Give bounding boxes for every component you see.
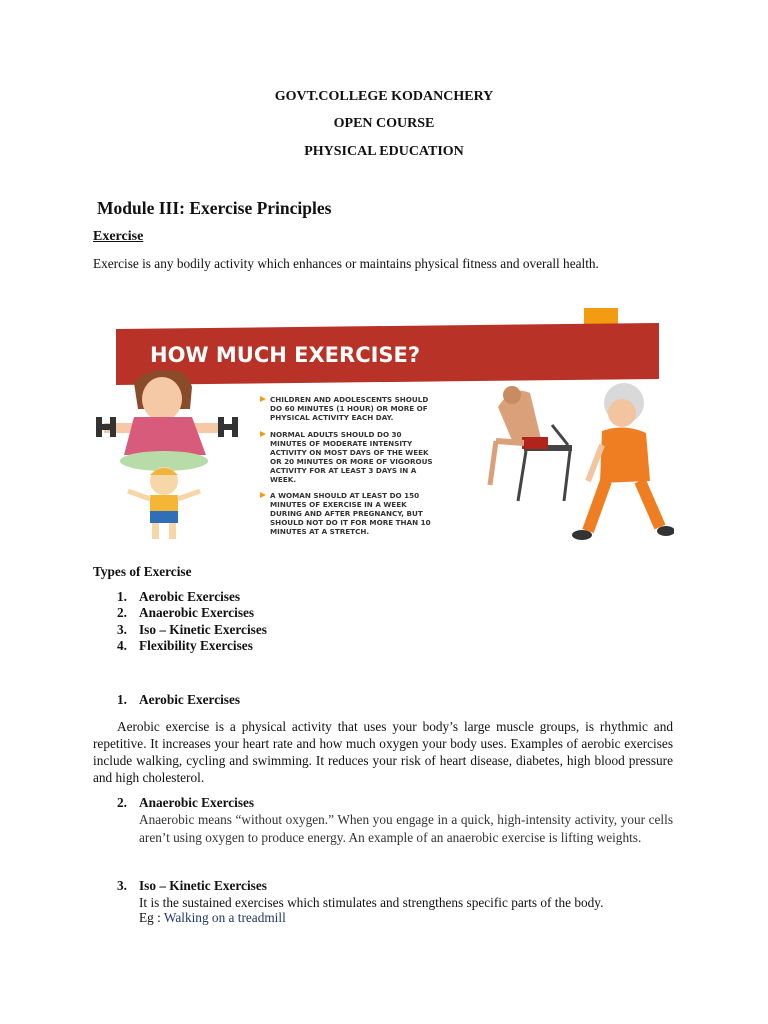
list-item: 3. Iso – Kinetic Exercises <box>117 621 267 637</box>
isokinetic-example: Eg : Walking on a treadmill <box>139 910 286 925</box>
point2-line6: WEEK. <box>270 475 297 484</box>
types-list <box>117 589 267 654</box>
point3-line2: MINUTES OF EXERCISE IN A WEEK <box>270 500 407 509</box>
treadmill-example: Walking on a treadmill <box>163 910 286 925</box>
college-name: GOVT.COLLEGE KODANCHERY <box>274 89 494 104</box>
subject-label: PHYSICAL EDUCATION <box>304 144 464 159</box>
point2-line1: NORMAL ADULTS SHOULD DO 30 <box>270 430 402 439</box>
point3-line4: SHOULD NOT DO IT FOR MORE THAN 10 <box>270 518 431 527</box>
isokinetic-heading: 3. Iso – Kinetic Exercises <box>117 878 267 893</box>
point2-line3: ACTIVITY ON MOST DAYS OF THE WEEK <box>270 448 429 457</box>
point2-line4: OR 20 MINUTES OR MORE OF VIGOROUS <box>270 457 433 466</box>
child-illustration <box>128 467 200 539</box>
types-heading: Types of Exercise <box>93 564 192 579</box>
point1-line3: PHYSICAL ACTIVITY EACH DAY. <box>270 413 394 422</box>
anaerobic-heading: 2. Anaerobic Exercises <box>117 795 255 810</box>
course-label: OPEN COURSE <box>333 116 435 131</box>
module-title: Module III: Exercise Principles <box>97 198 332 218</box>
point2-line2: MINUTES OF MODERATE INTENSITY <box>270 439 413 448</box>
banner-title: HOW MUCH EXERCISE? <box>150 343 421 367</box>
woman-weights-illustration <box>96 370 238 471</box>
how-much-exercise-infographic <box>94 305 674 555</box>
anaerobic-paragraph: Anaerobic means “without oxygen.” When you engage in a quick, high-intensity activity, your cells aren’t using oxygen to produce energy. An example of an anaerobic exercise is lifting weights. <box>139 812 673 845</box>
point2-line5: ACTIVITY FOR AT LEAST 3 DAYS IN A <box>270 466 417 475</box>
list-item: 2. Anaerobic Exercises <box>117 605 255 621</box>
list-item: 1. Aerobic Exercises <box>117 589 241 604</box>
point3-line5: MINUTES AT A STRETCH. <box>270 527 370 536</box>
man-on-chair-illustration <box>490 386 572 501</box>
aerobic-paragraph: Aerobic exercise is a physical activity that uses your body’s large muscle groups, is rhythmic and repetitive. It increases your heart rate and how much oxygen your body uses. Examples of aerobic exercises include walking, cycling and swimming. It reduces your risk of heart disease, diabetes, high blood pressure and high cholesterol. <box>93 719 673 785</box>
point1-line1: CHILDREN AND ADOLESCENTS SHOULD <box>270 395 429 404</box>
bullet-arrow <box>260 492 266 498</box>
bullet-arrow <box>260 431 266 437</box>
point1-line2: DO 60 MINUTES (1 HOUR) OR MORE OF <box>270 404 428 413</box>
point3-line3: DURING AND AFTER PREGNANCY, BUT <box>270 509 423 518</box>
old-man-walking-illustration <box>572 383 674 540</box>
exercise-definition: Exercise is any bodily activity which enhances or maintains physical fitness and overall health. <box>93 256 599 271</box>
list-item: 4. Flexibility Exercises <box>117 637 253 653</box>
point3-line1: A WOMAN SHOULD AT LEAST DO 150 <box>270 491 420 500</box>
aerobic-heading: 1. Aerobic Exercises <box>117 692 241 707</box>
exercise-heading: Exercise <box>93 229 144 244</box>
bullet-arrow <box>260 396 266 402</box>
isokinetic-paragraph: It is the sustained exercises which stimulates and strengthens specific parts of the body. <box>139 895 604 910</box>
infographic-graphic <box>94 305 674 555</box>
